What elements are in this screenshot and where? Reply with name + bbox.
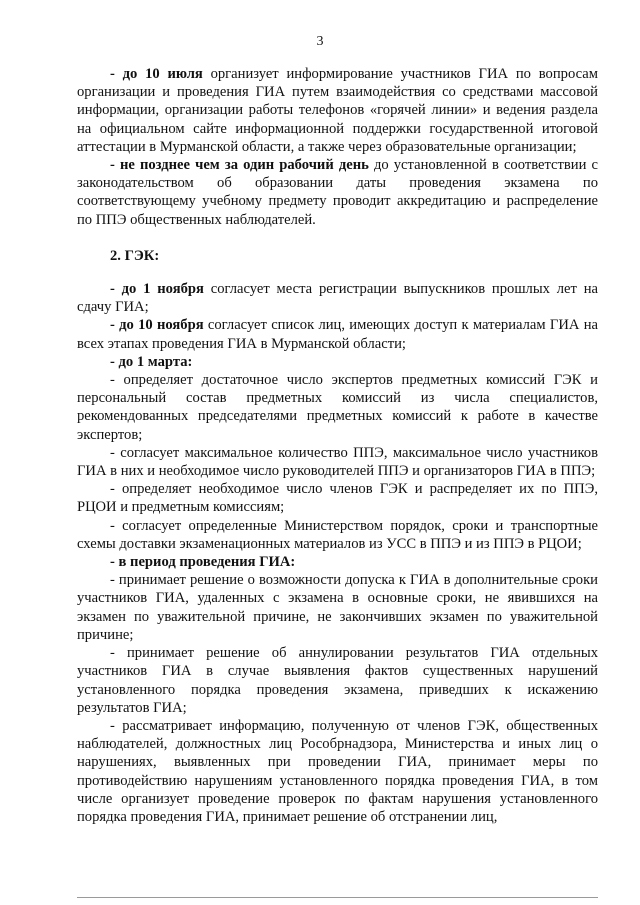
paragraph-text: согласует места регистрации выпускников прошлых лет на сдачу ГИА; bbox=[77, 281, 598, 316]
paragraph-text: организует информирование участников ГИА по вопросам организации и проведения ГИА путем взаимодействия со средствами массовой информации, организации работы телефонов «горячей линии» и ведения раздела на официальном сайте информационной поддержки государственной итоговой аттестации в Мурманской области, а также через образовательные организации; bbox=[77, 66, 598, 155]
paragraph-march-deadline bbox=[77, 353, 598, 371]
paragraph-experts: - определяет достаточное число экспертов предметных комиссий ГЭК и персональный состав предметных комиссий из числа специалистов, рекомендованных председателями предметных комиссий к работе в качестве экспертов; bbox=[77, 372, 598, 443]
section-heading: 2. ГЭК: bbox=[110, 247, 160, 264]
paragraph-gek-members: - определяет необходимое число членов ГЭК и распределяет их по ППЭ, РЦОИ и предметным комиссиям; bbox=[77, 481, 598, 516]
paragraph-violations: - рассматривает информацию, полученную от членов ГЭК, общественных наблюдателей, должностных лиц Рособрнадзора, Министерства и иных лиц о нарушениях, выявленных при проведении ГИА, принимает меры по противодействию нарушениям установленного порядка проведения ГИА, в том числе организует проведение проверок по фактам нарушения установленного порядка проведения ГИА, принимает решение об отстранении лиц, bbox=[77, 717, 598, 825]
deadline-label: - до 1 ноября bbox=[110, 281, 204, 298]
paragraph-ppe-count: - согласует максимальное количество ППЭ, максимальное число участников ГИА в них и необходимое число руководителей ППЭ и организаторов ГИА в ППЭ; bbox=[77, 444, 598, 480]
deadline-label: - до 10 июля bbox=[110, 66, 203, 82]
deadline-label: - не позднее чем за один рабочий день bbox=[110, 157, 369, 174]
paragraph-admission: - принимает решение о возможности допуска к ГИА в дополнительные сроки участников ГИА, удаленных с экзамена в основные сроки, не явившихся на экзамен по уважительной причине, не закончивших экзамен по уважительной причине; bbox=[77, 572, 598, 643]
paragraph-registration bbox=[77, 280, 598, 316]
paragraph-informing bbox=[77, 65, 598, 156]
page-number: 3 bbox=[316, 34, 324, 49]
paragraph-exam-period bbox=[77, 553, 598, 571]
deadline-label: - до 1 марта: bbox=[110, 353, 193, 370]
paragraph-delivery: - согласует определенные Министерством порядок, сроки и транспортные схемы доставки экзаменационных материалов из УСС в ППЭ и из ППЭ в РЦОИ; bbox=[77, 517, 598, 552]
paragraph-annulment: - принимает решение об аннулировании результатов ГИА отдельных участников ГИА в случае выявления фактов существенных нарушений установленного порядка проведения экзамена, приведших к искажению результатов ГИА; bbox=[77, 645, 598, 716]
deadline-label: - в период проведения ГИА: bbox=[110, 554, 296, 571]
deadline-label: - до 10 ноября bbox=[110, 317, 204, 334]
footer-divider bbox=[77, 897, 598, 898]
document-body bbox=[77, 65, 598, 826]
paragraph-text: до установленной в соответствии с законодательством об образовании даты проведения экзамена по соответствующему учебному предмету проводит аккредитацию и распределение по ППЭ общественных наблюдателей. bbox=[77, 157, 598, 228]
paragraph-observers bbox=[77, 156, 598, 229]
paragraph-text: согласует список лиц, имеющих доступ к материалам ГИА на всех этапах проведения ГИА в Мурманской области; bbox=[77, 317, 598, 352]
paragraph-access-list bbox=[77, 316, 598, 352]
